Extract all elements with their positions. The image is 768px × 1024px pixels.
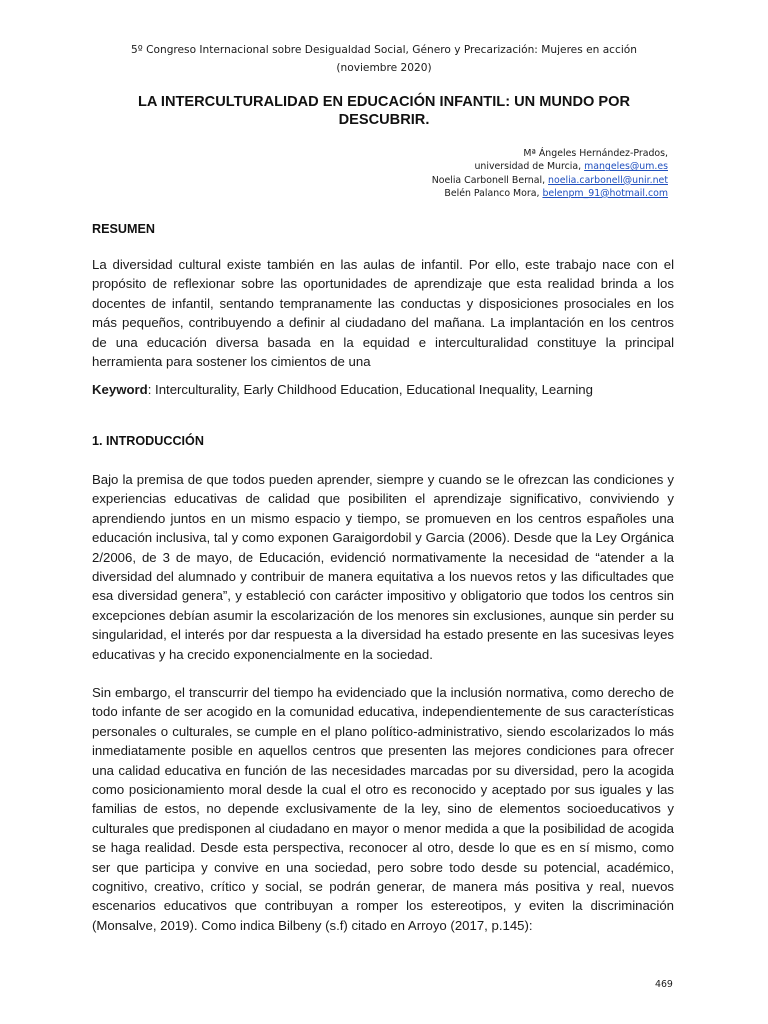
keyword-line [92, 380, 674, 399]
author-email-link[interactable]: noelia.carbonell@unir.net [548, 174, 668, 186]
author-name: Noelia Carbonell Bernal, [431, 174, 546, 186]
paper-title: LA INTERCULTURALIDAD EN EDUCACIÓN INFANTIL: UN MUNDO POR DESCUBRIR. [137, 94, 631, 128]
introduction-paragraph-1: Bajo la premisa de que todos pueden aprender, siempre y cuando se le ofrezcan las condiciones y experiencias educativas de calidad que posibiliten el aprendizaje significativo, conviviendo y aprendiendo juntos en un mismo espacio y tiempo, se promueven en los centros españoles una educación inclusiva, tal y como exponen Garaigordobil y Garcia (2006). Desde que la Ley Orgánica 2/2006, de 3 de mayo, de Educación, evidenció normativamente la necesidad de “atender a la diversidad del alumnado y contribuir de manera equitativa a los nuevos retos y las dificultades que esa diversidad genera”, y estableció con carácter impositivo y obligatorio que todos los centros sin excepciones debían asumir la escolarización de los menores sin exclusiones, aunque sin perder su singularidad, el interés por dar respuesta a la diversidad ha estado presente en las sucesivas leyes educativas y ha crecido exponencialmente en la sociedad. [92, 472, 674, 662]
conference-header-line-2: (noviembre 2020) [336, 62, 432, 74]
author-name: Belén Palanco Mora, [444, 187, 540, 199]
author-block [268, 147, 668, 200]
resumen-heading: RESUMEN [92, 222, 155, 236]
author-email-link[interactable]: belenpm_91@hotmail.com [542, 187, 668, 199]
author-email-link[interactable]: mangeles@um.es [584, 161, 668, 173]
conference-header [90, 41, 678, 77]
author-affiliation: universidad de Murcia, [474, 161, 582, 173]
introduction-paragraph-2: Sin embargo, el transcurrir del tiempo ha evidenciado que la inclusión normativa, como derecho de todo infante de ser acogido en la comunidad educativa, independientemente de sus características personales o culturales, se cumple en el plano político-administrativo, siendo escolarizados lo más inmediatamente posible en aquellos centros que presenten las mejores condiciones para ofrecer una calidad educativa en función de las necesidades marcadas por su diversidad, pero la acogida como posicionamiento moral desde la cual el otro es reconocido y aceptado por sus iguales y las familias de estos, no depende exclusivamente de la ley, sino de elementos socioeducativos y culturales que predisponen al ciudadano en mayor o menor medida a que la posibilidad de acogida se haga realidad. Desde esta perspectiva, reconocer al otro, desde lo que es en sí mismo, como ser que participa y convive en una sociedad, pero sobre todo desde su potencial, académico, cognitivo, creativo, crítico y social, se podrán generar, de manera más positiva y real, nuevos escenarios educativos que contribuyan a romper los estereotipos, y eviten la discriminación (Monsalve, 2019). Como indica Bilbeny (s.f) citado en Arroyo (2017, p.145): [92, 685, 674, 933]
author-line-1 [268, 147, 668, 160]
keyword-list: : Interculturality, Early Childhood Education, Educational Inequality, Learning [147, 382, 593, 397]
conference-header-line-1: 5º Congreso Internacional sobre Desigualdad Social, Género y Precarización: Mujeres en acción [131, 44, 637, 56]
keyword-label: Keyword [92, 382, 148, 397]
introduction-heading: 1. INTRODUCCIÓN [92, 434, 204, 448]
author-line-3 [268, 174, 668, 187]
author-line-2 [268, 160, 668, 173]
author-name: Mª Ángeles Hernández-Prados, [523, 148, 668, 159]
author-line-4 [268, 187, 668, 200]
resumen-paragraph: La diversidad cultural existe también en las aulas de infantil. Por ello, este trabajo nace con el propósito de reflexionar sobre las oportunidades de aprendizaje que esta realidad brinda a los docentes de infantil, sentando tempranamente las conductas y disposiciones prosociales en los más pequeños, contribuyendo a definir al ciudadano del mañana. La implantación en los centros de una educación diversa basada en la equidad e interculturalidad constituye la principal herramienta para sostener los cimientos de una [92, 257, 674, 370]
page-number: 469 [655, 979, 673, 990]
